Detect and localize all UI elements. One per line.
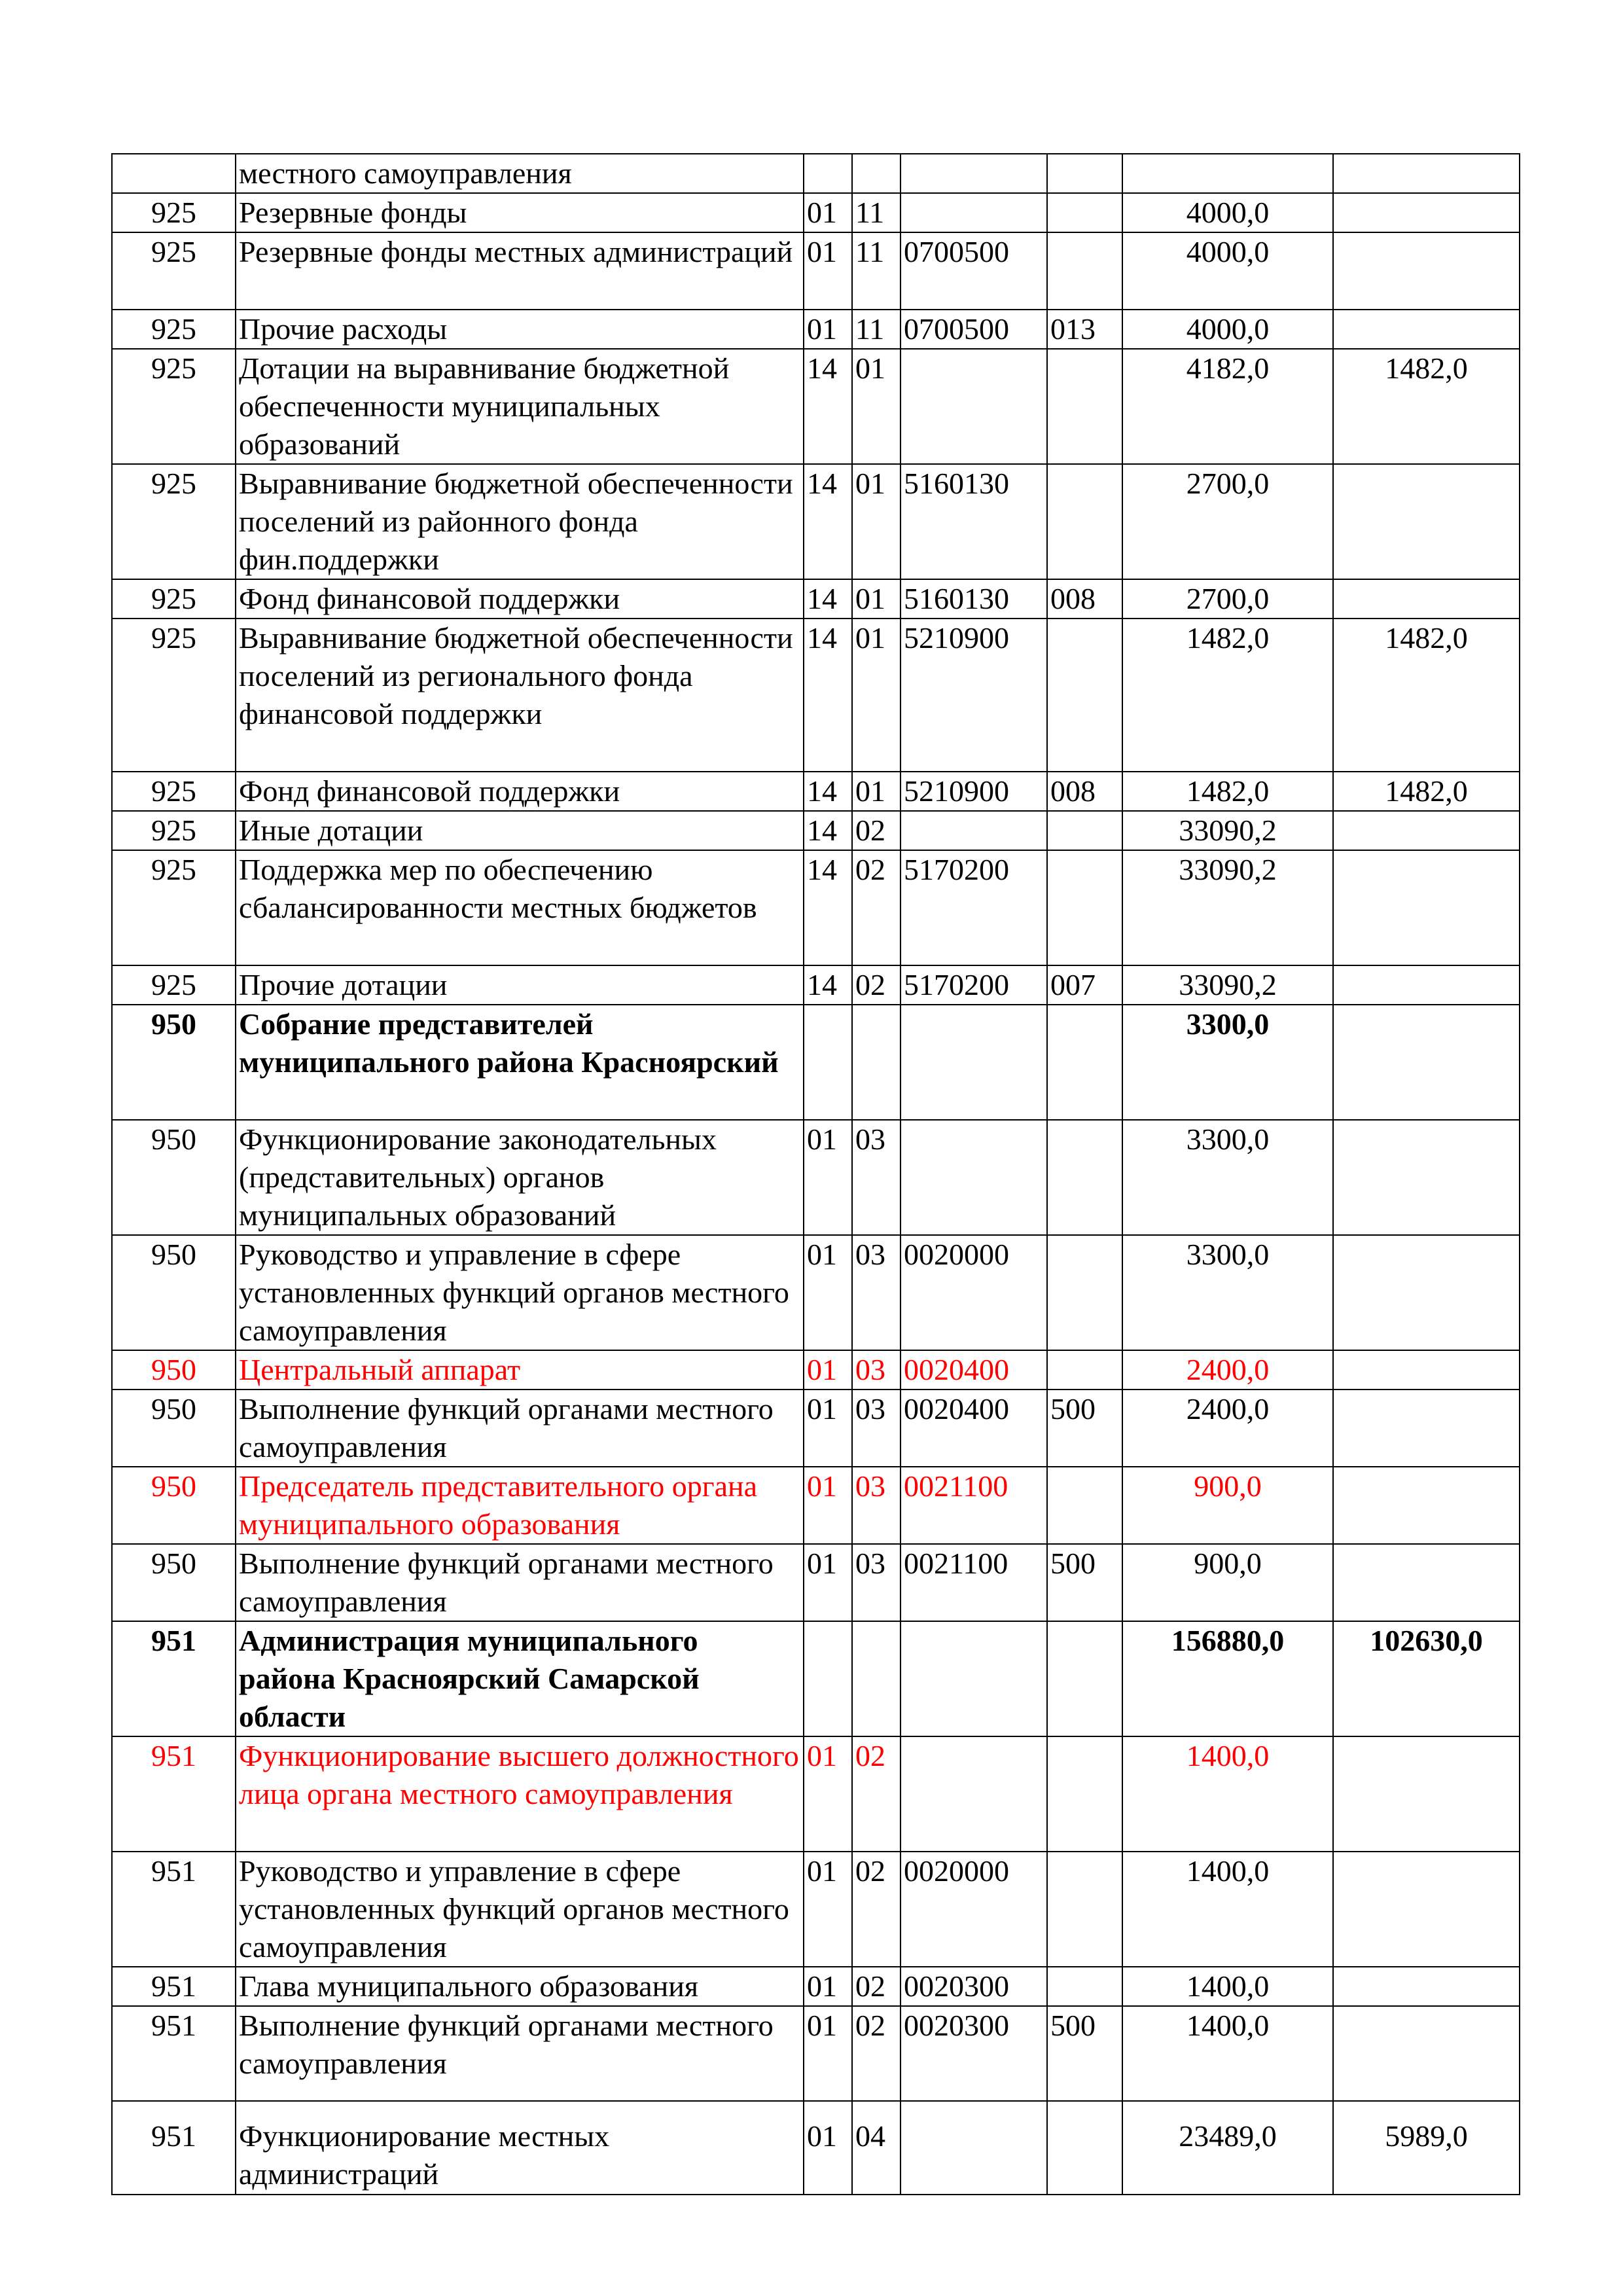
- row-code: 925: [112, 232, 236, 310]
- row-section: 14: [804, 965, 852, 1005]
- table-row: [112, 850, 1520, 965]
- row-subsection: 04: [852, 2101, 901, 2195]
- row-name: Выполнение функций органами местного самоуправления: [236, 1544, 804, 1621]
- row-section: 14: [804, 619, 852, 772]
- row-section: 01: [804, 1390, 852, 1467]
- row-code: 925: [112, 349, 236, 464]
- row-code: 950: [112, 1350, 236, 1390]
- row-sum: 33090,2: [1122, 965, 1333, 1005]
- row-article: [901, 154, 1047, 193]
- row-subsection: 01: [852, 619, 901, 772]
- row-code: 925: [112, 965, 236, 1005]
- row-code: 951: [112, 1967, 236, 2006]
- table-row: [112, 1852, 1520, 1967]
- row-subsection: 03: [852, 1544, 901, 1621]
- row-section: 01: [804, 1467, 852, 1544]
- row-subsection: 01: [852, 349, 901, 464]
- table-row: [112, 1235, 1520, 1350]
- row-subsidy: 102630,0: [1333, 1621, 1520, 1736]
- row-expense-kind: [1047, 464, 1122, 579]
- row-article: [901, 1005, 1047, 1120]
- row-subsidy: [1333, 1736, 1520, 1852]
- row-subsection: 02: [852, 850, 901, 965]
- row-article: 0700500: [901, 310, 1047, 349]
- row-sum: 1400,0: [1122, 1967, 1333, 2006]
- row-expense-kind: [1047, 1736, 1122, 1852]
- row-sum: 3300,0: [1122, 1005, 1333, 1120]
- row-expense-kind: [1047, 1621, 1122, 1736]
- table-row: [112, 349, 1520, 464]
- table-row: [112, 1544, 1520, 1621]
- row-subsection: 03: [852, 1350, 901, 1390]
- row-subsection: 02: [852, 2006, 901, 2101]
- row-subsection: [852, 154, 901, 193]
- row-article: 5210900: [901, 619, 1047, 772]
- row-sum: 900,0: [1122, 1467, 1333, 1544]
- row-subsidy: [1333, 850, 1520, 965]
- row-article: 0021100: [901, 1467, 1047, 1544]
- table-row: [112, 2101, 1520, 2195]
- row-subsidy: [1333, 965, 1520, 1005]
- row-sum: 4000,0: [1122, 310, 1333, 349]
- row-expense-kind: [1047, 1235, 1122, 1350]
- row-subsidy: [1333, 193, 1520, 232]
- row-section: 14: [804, 349, 852, 464]
- row-subsidy: [1333, 1005, 1520, 1120]
- row-subsection: 11: [852, 310, 901, 349]
- row-expense-kind: [1047, 619, 1122, 772]
- row-subsidy: [1333, 1852, 1520, 1967]
- row-article: 0020300: [901, 1967, 1047, 2006]
- row-expense-kind: 007: [1047, 965, 1122, 1005]
- table-row: [112, 965, 1520, 1005]
- row-expense-kind: [1047, 2101, 1122, 2195]
- row-article: [901, 193, 1047, 232]
- table-row: [112, 1005, 1520, 1120]
- row-subsection: 01: [852, 579, 901, 619]
- row-code: 950: [112, 1005, 236, 1120]
- table-row: [112, 1350, 1520, 1390]
- row-section: 01: [804, 2101, 852, 2195]
- row-subsidy: [1333, 1467, 1520, 1544]
- row-code: 925: [112, 619, 236, 772]
- row-sum: 2700,0: [1122, 579, 1333, 619]
- row-subsection: 02: [852, 811, 901, 850]
- row-sum: 1400,0: [1122, 2006, 1333, 2101]
- row-expense-kind: [1047, 1852, 1122, 1967]
- row-code: 925: [112, 772, 236, 811]
- row-code: 925: [112, 193, 236, 232]
- row-subsection: [852, 1005, 901, 1120]
- row-article: 5170200: [901, 850, 1047, 965]
- row-name: Иные дотации: [236, 811, 804, 850]
- row-section: 01: [804, 1120, 852, 1235]
- row-name: Функционирование местных администраций: [236, 2101, 804, 2195]
- row-expense-kind: 500: [1047, 2006, 1122, 2101]
- row-subsidy: [1333, 464, 1520, 579]
- row-code: 950: [112, 1390, 236, 1467]
- row-code: 925: [112, 850, 236, 965]
- row-code: 951: [112, 1621, 236, 1736]
- row-name: Глава муниципального образования: [236, 1967, 804, 2006]
- row-sum: 33090,2: [1122, 850, 1333, 965]
- row-subsection: 11: [852, 232, 901, 310]
- row-name: Выполнение функций органами местного самоуправления: [236, 1390, 804, 1467]
- row-subsidy: [1333, 232, 1520, 310]
- row-subsidy: [1333, 1544, 1520, 1621]
- row-section: 14: [804, 579, 852, 619]
- row-section: 01: [804, 193, 852, 232]
- row-code: 925: [112, 464, 236, 579]
- row-subsidy: [1333, 811, 1520, 850]
- row-subsidy: [1333, 2006, 1520, 2101]
- row-name: Выравнивание бюджетной обеспеченности поселений из районного фонда фин.поддержки: [236, 464, 804, 579]
- row-expense-kind: [1047, 193, 1122, 232]
- row-sum: 33090,2: [1122, 811, 1333, 850]
- row-code: 951: [112, 1852, 236, 1967]
- row-sum: 4182,0: [1122, 349, 1333, 464]
- row-section: [804, 154, 852, 193]
- row-sum: 3300,0: [1122, 1235, 1333, 1350]
- row-sum: 3300,0: [1122, 1120, 1333, 1235]
- row-subsection: 03: [852, 1120, 901, 1235]
- row-name: Дотации на выравнивание бюджетной обеспеченности муниципальных образований: [236, 349, 804, 464]
- row-name: Руководство и управление в сфере установленных функций органов местного самоуправления: [236, 1852, 804, 1967]
- row-subsidy: 1482,0: [1333, 619, 1520, 772]
- row-code: 950: [112, 1467, 236, 1544]
- row-section: 01: [804, 1350, 852, 1390]
- row-section: 14: [804, 850, 852, 965]
- row-name: местного самоуправления: [236, 154, 804, 193]
- row-name: Центральный аппарат: [236, 1350, 804, 1390]
- row-expense-kind: 500: [1047, 1390, 1122, 1467]
- row-code: 951: [112, 1736, 236, 1852]
- row-expense-kind: [1047, 1120, 1122, 1235]
- row-section: [804, 1005, 852, 1120]
- row-name: Поддержка мер по обеспечению сбалансированности местных бюджетов: [236, 850, 804, 965]
- table-row: [112, 464, 1520, 579]
- row-article: 0020400: [901, 1350, 1047, 1390]
- row-subsidy: [1333, 579, 1520, 619]
- table-row: [112, 310, 1520, 349]
- row-article: 5210900: [901, 772, 1047, 811]
- row-subsection: 02: [852, 965, 901, 1005]
- table-row: [112, 154, 1520, 193]
- row-article: [901, 811, 1047, 850]
- row-subsidy: [1333, 1120, 1520, 1235]
- row-subsidy: [1333, 310, 1520, 349]
- row-subsection: 03: [852, 1467, 901, 1544]
- row-code: 950: [112, 1544, 236, 1621]
- row-name: Резервные фонды: [236, 193, 804, 232]
- row-name: Выравнивание бюджетной обеспеченности поселений из регионального фонда финансовой поддержки: [236, 619, 804, 772]
- row-name: Прочие расходы: [236, 310, 804, 349]
- row-expense-kind: 008: [1047, 772, 1122, 811]
- row-article: 0020000: [901, 1235, 1047, 1350]
- table-row: [112, 1120, 1520, 1235]
- row-subsidy: [1333, 1350, 1520, 1390]
- row-code: [112, 154, 236, 193]
- table-row: [112, 772, 1520, 811]
- row-sum: 2700,0: [1122, 464, 1333, 579]
- row-subsection: 01: [852, 464, 901, 579]
- row-subsection: 02: [852, 1967, 901, 2006]
- row-code: 950: [112, 1120, 236, 1235]
- row-sum: [1122, 154, 1333, 193]
- row-subsection: 02: [852, 1852, 901, 1967]
- row-section: [804, 1621, 852, 1736]
- row-subsidy: [1333, 1967, 1520, 2006]
- row-section: 01: [804, 1235, 852, 1350]
- row-expense-kind: [1047, 850, 1122, 965]
- table-row: [112, 1467, 1520, 1544]
- row-expense-kind: [1047, 1005, 1122, 1120]
- row-subsection: 03: [852, 1390, 901, 1467]
- row-expense-kind: [1047, 1967, 1122, 2006]
- table-row: [112, 232, 1520, 310]
- row-name: Функционирование законодательных (представительных) органов муниципальных образований: [236, 1120, 804, 1235]
- row-name: Прочие дотации: [236, 965, 804, 1005]
- row-section: 01: [804, 1852, 852, 1967]
- table-row: [112, 1967, 1520, 2006]
- row-article: [901, 2101, 1047, 2195]
- row-article: [901, 1120, 1047, 1235]
- row-sum: 1400,0: [1122, 1852, 1333, 1967]
- table-row: [112, 1390, 1520, 1467]
- row-sum: 900,0: [1122, 1544, 1333, 1621]
- row-article: 0700500: [901, 232, 1047, 310]
- table-row: [112, 1621, 1520, 1736]
- row-article: [901, 1736, 1047, 1852]
- table-row: [112, 193, 1520, 232]
- row-expense-kind: 013: [1047, 310, 1122, 349]
- budget-table: [111, 153, 1520, 2195]
- row-sum: 156880,0: [1122, 1621, 1333, 1736]
- row-article: 5160130: [901, 579, 1047, 619]
- row-code: 925: [112, 579, 236, 619]
- row-name: Руководство и управление в сфере установленных функций органов местного самоуправления: [236, 1235, 804, 1350]
- row-expense-kind: 008: [1047, 579, 1122, 619]
- table-row: [112, 619, 1520, 772]
- row-sum: 23489,0: [1122, 2101, 1333, 2195]
- row-subsidy: 5989,0: [1333, 2101, 1520, 2195]
- row-subsidy: 1482,0: [1333, 772, 1520, 811]
- row-subsection: 01: [852, 772, 901, 811]
- row-expense-kind: [1047, 349, 1122, 464]
- row-expense-kind: [1047, 1350, 1122, 1390]
- row-article: [901, 1621, 1047, 1736]
- row-article: 5170200: [901, 965, 1047, 1005]
- table-row: [112, 579, 1520, 619]
- row-subsidy: 1482,0: [1333, 349, 1520, 464]
- row-name: Функционирование высшего должностного лица органа местного самоуправления: [236, 1736, 804, 1852]
- row-sum: 4000,0: [1122, 232, 1333, 310]
- row-expense-kind: [1047, 811, 1122, 850]
- row-sum: 2400,0: [1122, 1390, 1333, 1467]
- row-expense-kind: [1047, 232, 1122, 310]
- row-subsection: [852, 1621, 901, 1736]
- row-subsection: 03: [852, 1235, 901, 1350]
- row-code: 925: [112, 310, 236, 349]
- row-name: Выполнение функций органами местного самоуправления: [236, 2006, 804, 2101]
- row-sum: 1482,0: [1122, 772, 1333, 811]
- row-subsection: 02: [852, 1736, 901, 1852]
- row-name: Резервные фонды местных администраций: [236, 232, 804, 310]
- row-section: 01: [804, 310, 852, 349]
- row-name: Администрация муниципального района Красноярский Самарской области: [236, 1621, 804, 1736]
- table-row: [112, 811, 1520, 850]
- row-name: Председатель представительного органа муниципального образования: [236, 1467, 804, 1544]
- row-section: 01: [804, 2006, 852, 2101]
- row-section: 14: [804, 464, 852, 579]
- row-code: 951: [112, 2006, 236, 2101]
- row-article: 5160130: [901, 464, 1047, 579]
- row-sum: 1482,0: [1122, 619, 1333, 772]
- row-name: Фонд финансовой поддержки: [236, 772, 804, 811]
- row-code: 950: [112, 1235, 236, 1350]
- row-article: 0020000: [901, 1852, 1047, 1967]
- row-code: 925: [112, 811, 236, 850]
- row-section: 01: [804, 1736, 852, 1852]
- row-article: [901, 349, 1047, 464]
- row-article: 0020400: [901, 1390, 1047, 1467]
- row-sum: 1400,0: [1122, 1736, 1333, 1852]
- row-section: 14: [804, 772, 852, 811]
- table-row: [112, 1736, 1520, 1852]
- row-section: 01: [804, 232, 852, 310]
- row-name: Собрание представителей муниципального района Красноярский: [236, 1005, 804, 1120]
- row-expense-kind: [1047, 154, 1122, 193]
- row-article: 0021100: [901, 1544, 1047, 1621]
- row-section: 14: [804, 811, 852, 850]
- row-article: 0020300: [901, 2006, 1047, 2101]
- row-expense-kind: 500: [1047, 1544, 1122, 1621]
- row-sum: 4000,0: [1122, 193, 1333, 232]
- row-section: 01: [804, 1967, 852, 2006]
- row-name: Фонд финансовой поддержки: [236, 579, 804, 619]
- row-subsidy: [1333, 1390, 1520, 1467]
- row-subsidy: [1333, 154, 1520, 193]
- table-row: [112, 2006, 1520, 2101]
- row-code: 951: [112, 2101, 236, 2195]
- row-subsection: 11: [852, 193, 901, 232]
- row-subsidy: [1333, 1235, 1520, 1350]
- row-section: 01: [804, 1544, 852, 1621]
- row-sum: 2400,0: [1122, 1350, 1333, 1390]
- row-expense-kind: [1047, 1467, 1122, 1544]
